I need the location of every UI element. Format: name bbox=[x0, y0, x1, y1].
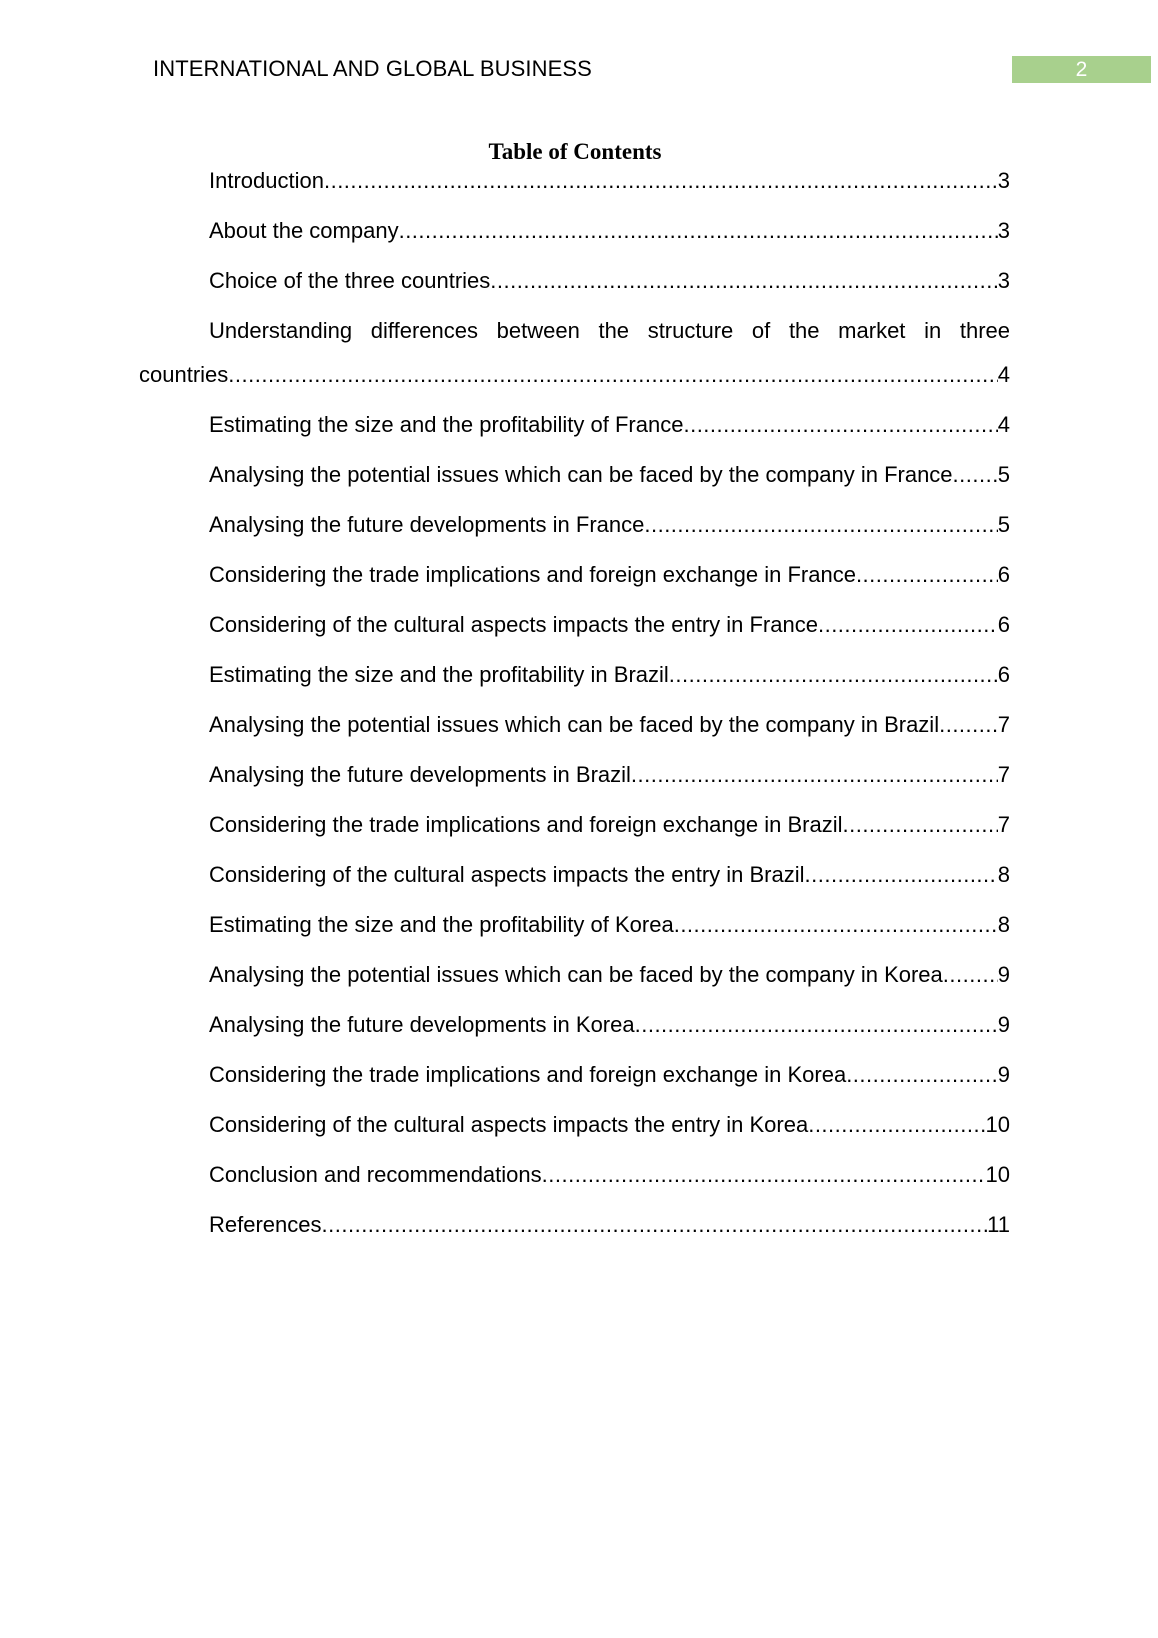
dot-leader bbox=[683, 407, 997, 443]
dot-leader bbox=[669, 657, 998, 693]
toc-entry[interactable] bbox=[139, 707, 1010, 757]
running-head: INTERNATIONAL AND GLOBAL BUSINESS bbox=[153, 56, 592, 81]
toc-entry[interactable] bbox=[139, 457, 1010, 507]
toc-entry-label: Analysing the future developments in Korea bbox=[209, 1012, 635, 1037]
dot-leader bbox=[399, 213, 998, 249]
toc-title: Table of Contents bbox=[488, 139, 662, 164]
toc-entry[interactable] bbox=[139, 507, 1010, 557]
toc-entry-page: 6 bbox=[997, 562, 1010, 587]
toc-entry-label: Considering of the cultural aspects impacts the entry in Brazil bbox=[209, 862, 805, 887]
toc-entry-label: References bbox=[209, 1212, 322, 1237]
dot-leader bbox=[324, 163, 998, 199]
toc-entry-label: Estimating the size and the profitability of France bbox=[209, 412, 684, 437]
toc-entry[interactable] bbox=[139, 1207, 1010, 1257]
dot-leader bbox=[228, 357, 997, 393]
toc-entry-continuation bbox=[139, 357, 1010, 393]
toc-entry[interactable] bbox=[139, 1107, 1010, 1157]
toc-entry-label: Estimating the size and the profitability of Korea bbox=[209, 912, 674, 937]
toc-entry-label: Analysing the potential issues which can be faced by the company in Korea bbox=[209, 962, 943, 987]
toc-entry-page: 9 bbox=[997, 1012, 1010, 1037]
toc-entry-label: Introduction bbox=[209, 168, 324, 193]
toc-entry-label: Analysing the potential issues which can be faced by the company in Brazil bbox=[209, 712, 940, 737]
toc-entry[interactable] bbox=[139, 163, 1010, 213]
toc-entry-page: 7 bbox=[997, 812, 1010, 837]
toc-entry[interactable] bbox=[139, 1057, 1010, 1107]
table-of-contents bbox=[139, 163, 1010, 1257]
toc-entry[interactable] bbox=[139, 263, 1010, 313]
toc-entry-page: 6 bbox=[997, 612, 1010, 637]
toc-entry-page: 8 bbox=[997, 912, 1010, 937]
dot-leader bbox=[818, 607, 998, 643]
toc-entry[interactable] bbox=[139, 1007, 1010, 1057]
toc-entry-page: 10 bbox=[985, 1112, 1010, 1137]
toc-entry-label: Understanding differences between the structure of the market in three bbox=[209, 318, 1010, 343]
toc-entry[interactable] bbox=[139, 607, 1010, 657]
dot-leader bbox=[808, 1107, 985, 1143]
toc-entry-label: Conclusion and recommendations bbox=[209, 1162, 542, 1187]
toc-entry-page: 8 bbox=[997, 862, 1010, 887]
toc-entry[interactable] bbox=[139, 407, 1010, 457]
toc-entry-page: 5 bbox=[997, 512, 1010, 537]
toc-entry[interactable] bbox=[139, 907, 1010, 957]
toc-entry-label-continued: countries bbox=[139, 362, 229, 387]
toc-entry-page: 4 bbox=[997, 412, 1010, 437]
toc-entry-page: 5 bbox=[997, 462, 1010, 487]
toc-entry[interactable] bbox=[139, 757, 1010, 807]
toc-entry-label: Considering of the cultural aspects impacts the entry in Korea bbox=[209, 1112, 809, 1137]
toc-entry[interactable] bbox=[139, 807, 1010, 857]
toc-entry-page: 7 bbox=[997, 712, 1010, 737]
toc-entry[interactable] bbox=[139, 313, 1010, 393]
dot-leader bbox=[943, 957, 998, 993]
toc-entry[interactable] bbox=[139, 957, 1010, 1007]
toc-entry-page: 3 bbox=[997, 218, 1010, 243]
toc-entry[interactable] bbox=[139, 657, 1010, 707]
dot-leader bbox=[674, 907, 998, 943]
dot-leader bbox=[322, 1207, 988, 1243]
toc-entry-page: 6 bbox=[997, 662, 1010, 687]
toc-entry[interactable] bbox=[139, 1157, 1010, 1207]
toc-entry[interactable] bbox=[139, 857, 1010, 907]
toc-entry-label: Considering the trade implications and foreign exchange in Brazil bbox=[209, 812, 843, 837]
toc-entry-label: Estimating the size and the profitability in Brazil bbox=[209, 662, 669, 687]
dot-leader bbox=[635, 1007, 998, 1043]
dot-leader bbox=[805, 857, 998, 893]
toc-entry-label: About the company bbox=[209, 218, 399, 243]
dot-leader bbox=[846, 1057, 998, 1093]
toc-entry[interactable] bbox=[139, 213, 1010, 263]
dot-leader bbox=[490, 263, 997, 299]
dot-leader bbox=[953, 457, 998, 493]
toc-entry-page: 3 bbox=[997, 268, 1010, 293]
toc-entry-label: Analysing the future developments in Brazil bbox=[209, 762, 631, 787]
toc-entry-label: Considering of the cultural aspects impacts the entry in France bbox=[209, 612, 818, 637]
dot-leader bbox=[631, 757, 998, 793]
dot-leader bbox=[644, 507, 997, 543]
toc-entry-page: 11 bbox=[987, 1212, 1010, 1237]
toc-entry-page: 4 bbox=[997, 362, 1010, 387]
dot-leader bbox=[939, 707, 998, 743]
toc-entry-label: Considering the trade implications and foreign exchange in France bbox=[209, 562, 856, 587]
toc-entry-label: Choice of the three countries bbox=[209, 268, 491, 293]
toc-entry-page: 9 bbox=[997, 1062, 1010, 1087]
dot-leader bbox=[842, 807, 997, 843]
dot-leader bbox=[542, 1157, 986, 1193]
toc-entry-page: 9 bbox=[997, 962, 1010, 987]
toc-entry-page: 10 bbox=[985, 1162, 1010, 1187]
toc-entry-label: Considering the trade implications and foreign exchange in Korea bbox=[209, 1062, 847, 1087]
toc-entry[interactable] bbox=[139, 557, 1010, 607]
dot-leader bbox=[856, 557, 998, 593]
toc-entry-label: Analysing the potential issues which can be faced by the company in France bbox=[209, 462, 953, 487]
toc-entry-page: 7 bbox=[997, 762, 1010, 787]
toc-entry-page: 3 bbox=[997, 168, 1010, 193]
toc-entry-label: Analysing the future developments in France bbox=[209, 512, 645, 537]
page-number: 2 bbox=[1012, 56, 1151, 83]
